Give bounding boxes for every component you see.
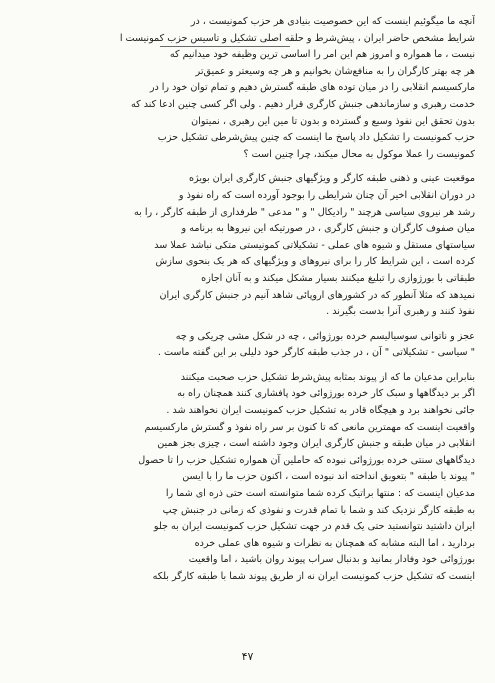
text-line: " سیاسی - تشکیلاتی " آن ، در جذب طبقه کارگر خود دلیلی بر این گفته ماست . xyxy=(157,347,475,359)
text-line: هر چه بهتر کارگران را به منافع‌شان بخوانیم و هر چه وسیعتر و عمیق‌تر xyxy=(195,65,475,77)
text-line: عجز و ناتوانی سوسیالیسم خرده بورژوائی ، چه در شکل مشی چریکی و چه xyxy=(175,330,475,342)
text-line: بنابراین مدعیان ما که از پیوند بمثابه پیش‌شرط تشکیل حزب صحبت میکنند xyxy=(180,371,475,383)
page-number: ۴۷ xyxy=(241,650,254,663)
text-line: انقلابی در میان طبقه و جنبش کارگری ایران وجود داشته است ، چیزی بجز همین xyxy=(157,438,475,450)
text-line: اگر بر دیدگاهها و سبک کار خرده بورژوائی خود پافشاری کنند همچنان راه به xyxy=(177,388,475,400)
text-line: مارکسیسم انقلابی را در میان توده های طبقه گسترش دهیم و تمام توان خود را در xyxy=(149,82,475,94)
text-line: دیدگاههای سنتی خرده بورژوائی نبوده که حاملین آن همواره تشکیل حزب را تا حصول xyxy=(138,454,475,466)
paragraph-1 xyxy=(20,14,475,163)
text-line: مدعیان اینست که : منتها براتیک کرده شما متوانسته است حتی ذره ای شما را xyxy=(165,488,475,500)
text-line: بدون تحقق این نفوذ وسیع و گسترده و بدون تا مین این رهبری ، نمیتوان xyxy=(191,115,475,127)
text-line: نفوذ کنند و رهبری آنرا بدست بگیرند . xyxy=(326,306,475,318)
text-line: حزب کمونیست را تشکیل داد پاسخ ما اینست که چنین پیش‌شرطی تشکیل حزب xyxy=(157,132,475,144)
text-line: کرده است ، این شرایط کار را برای نیروهای و ویژگیهای که هر یک بنحوی سازش xyxy=(155,256,475,268)
text-line: به طبقه کارگر نزدیک کند و شما با تمام قدرت و نفوذی که زمانی در جنبش چپ xyxy=(162,504,475,516)
text-line: کمونیست را عملا موکول به محال میکند، چرا چنین است ؟ xyxy=(243,148,475,160)
text-line: رشد هر نیروی سیاسی هرچند " رادیکال " و " مدعی " طرفداری از طبقه کارگر ، را به xyxy=(133,206,475,218)
text-line: نمیدهد که مثلا آنطور که در کشورهای اروپائی شاهد آنیم در جنبش کارگری ایران xyxy=(159,289,475,301)
text-line: آنچه ما میگوئیم اینست که این خصوصیت بنیادی هر حزب کمونیست ، در xyxy=(190,16,475,27)
text-line: طبقاتی با بورژوازی را تبلیغ میکنند بسیار مشکل میکند و به آنان اجازه xyxy=(201,272,475,284)
text-line: جائی نخواهند برد و هیچگاه قادر به تشکیل حزب کمونیست ایران نخواهند شد . xyxy=(166,405,475,417)
text-line: سیاستهای مستقل و شیوه های عملی - تشکیلاتی کمونیستی متکی نباشد عملا سد xyxy=(154,239,475,251)
text-line: خدمت رهبری و سازماندهی جنبش کارگری قرار دهیم . ولی اگر کسی چنین ادعا کند که xyxy=(130,98,475,110)
paragraph-3 xyxy=(20,329,475,362)
text-line: ایران داشتید نتوانستید حتی یک قدم در جهت تشکیل حزب کمونیست ایران به جلو xyxy=(153,521,475,533)
text-line: واقعیت اینست که مهمترین مانعی که تا کنون بر سر راه نفوذ و گسترش مارکسیسم xyxy=(144,421,475,433)
text-line: نیست ، ما همواره و امروز هم این امر را اساسی ترین وظیفه خود میدانیم که xyxy=(169,49,475,61)
text-line: اینست که تشکیل حزب کمونیست ایران نه از طریق پیوند شما با طبقه کارگر بلکه xyxy=(152,571,475,582)
text-line: " پیوند با طبقه " بتعویق انداخته اند نبوده است ، اکنون حزب ما را با ایسن xyxy=(182,471,475,483)
paragraph-2 xyxy=(20,171,475,320)
paragraph-gap xyxy=(20,362,475,370)
paragraph-gap xyxy=(20,163,475,171)
text-line: شرایط مشخص حاضر ایران ، پیش‌شرط و حلقه اصلی تشکیل و تاسیس حزب کمونیست ا xyxy=(119,32,475,44)
text-line: بورژوائی خود وفادار بمانید و بدنبال سراب پیوند روان باشید ، اما واقعیت xyxy=(188,554,475,566)
text-line: در دوران انقلابی اخیر آن چنان شرایطی را بوجود آورده است که راه نفوذ و xyxy=(178,189,475,201)
text-line: موقعیت عینی و ذهنی طبقه کارگر و ویژگیهای جنبش کارگری ایران بویژه xyxy=(189,173,475,185)
text-line: میان صفوف کارگران و جنبش کارگری ، در صورتیکه این نیروها به برنامه و xyxy=(181,223,475,235)
text-line: بردارید ، اما البته مشابه که همچنان به نظرات و شیوه های عملی خرده xyxy=(194,537,475,549)
paragraph-gap xyxy=(20,321,475,329)
handwritten-underline xyxy=(160,46,290,47)
paragraph-4 xyxy=(20,370,475,586)
